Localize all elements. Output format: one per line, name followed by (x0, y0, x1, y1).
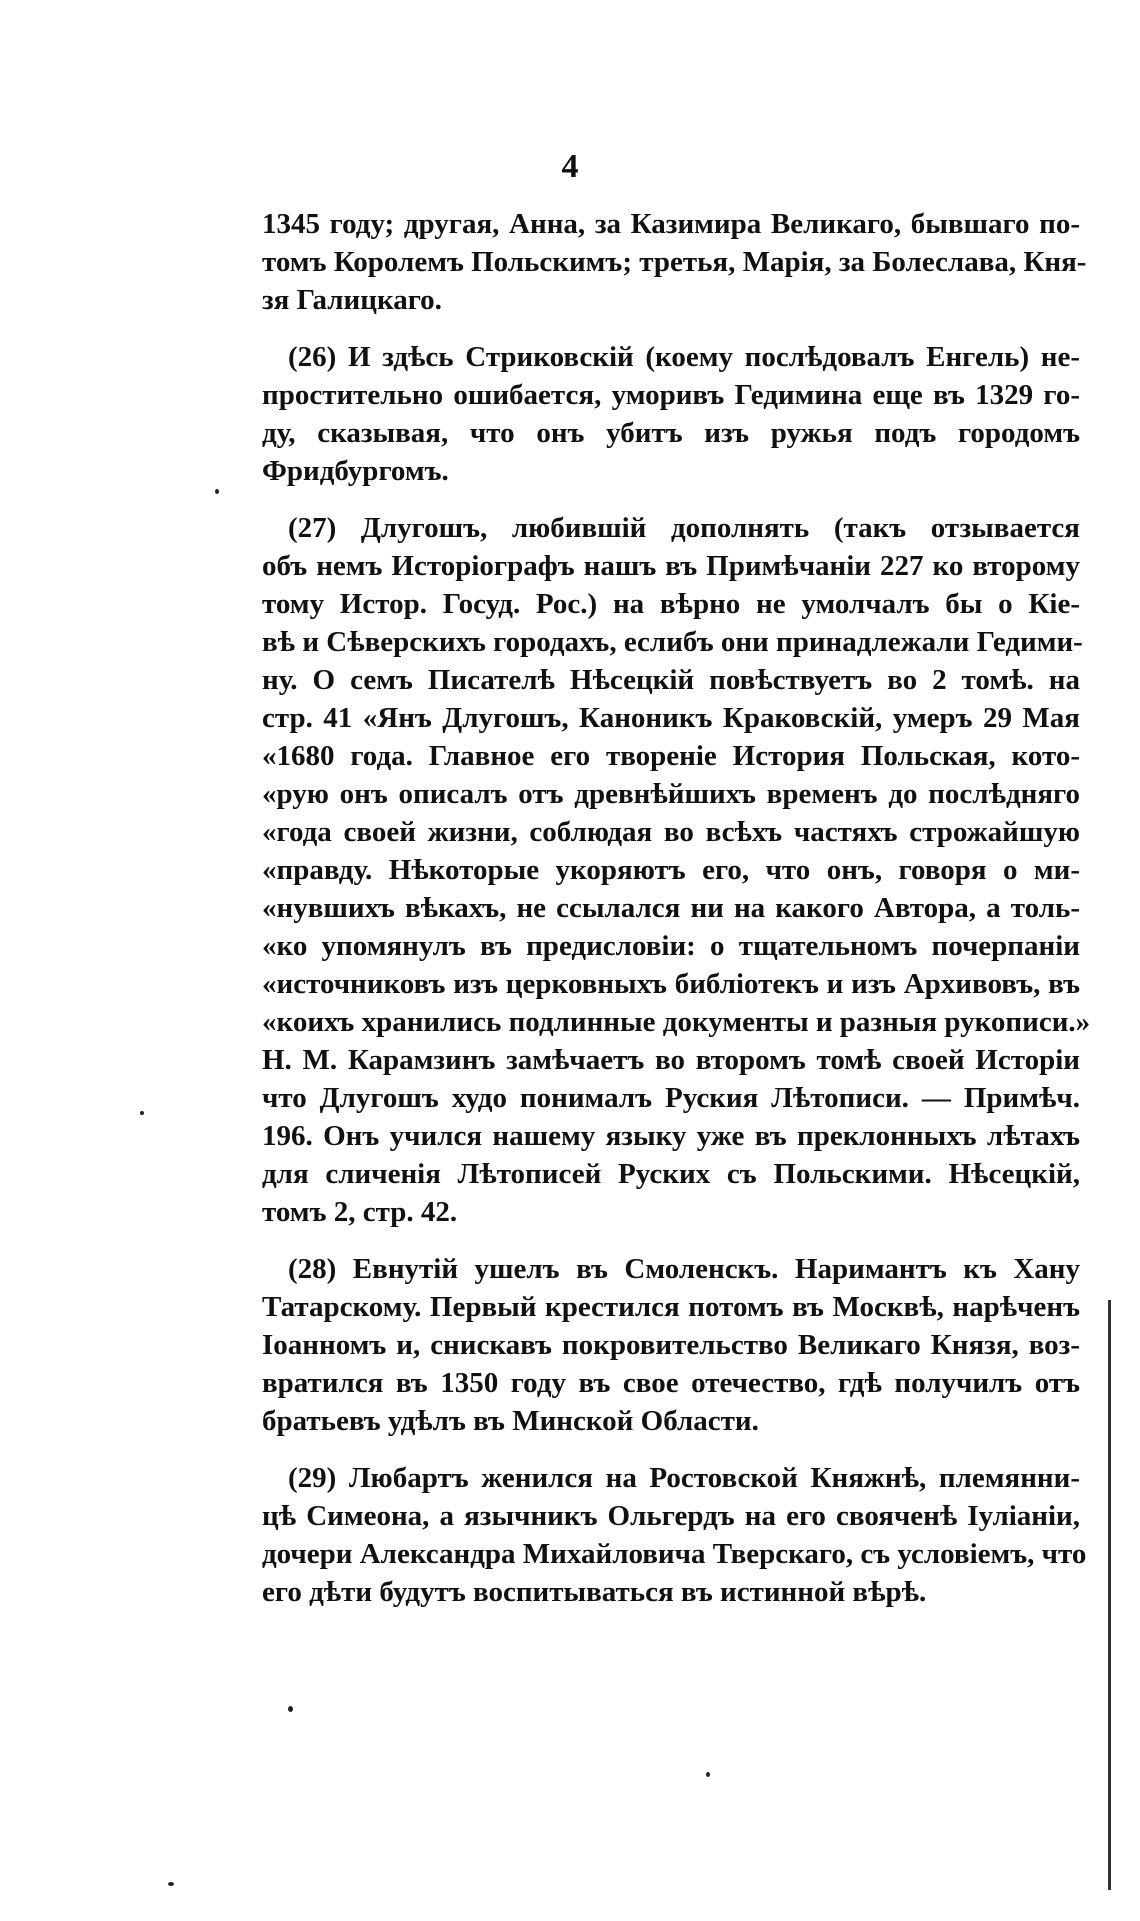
paragraph-continuation (262, 205, 1087, 319)
text-line: «источниковъ изъ церковныхъ библіотекъ и изъ Архивовъ, въ (262, 968, 1080, 1000)
text-line: простительно ошибается, уморивъ Гедимина еще въ 1329 го- (262, 379, 1080, 411)
scan-speck (168, 1882, 174, 1886)
text-line: «года своей жизни, соблюдая во всѣхъ частяхъ строжайшую (262, 816, 1080, 848)
text-line: «1680 года. Главное его твореніе История Польская, кото- (262, 740, 1080, 772)
text-line: «коихъ хранились подлинные документы и разныя рукописи.» (262, 1006, 1091, 1038)
text-line: Фридбургомъ. (262, 455, 449, 487)
scan-speck (288, 1706, 293, 1712)
text-line: 1345 году; другая, Анна, за Казимира Великаго, бывшаго по- (262, 208, 1080, 240)
text-line: «нувшихъ вѣкахъ, не ссылался ни на какого Автора, а толь- (262, 892, 1080, 924)
text-line: «ко упомянулъ въ предисловіи: о тщательномъ почерпаніи (262, 930, 1080, 962)
text-line: Іоанномъ и, снискавъ покровительство Великаго Князя, воз- (262, 1329, 1080, 1361)
text-line: томъ Королемъ Польскимъ; третья, Марія, за Болеслава, Кня- (262, 246, 1087, 278)
text-line: томъ 2, стр. 42. (262, 1196, 458, 1228)
text-line: вѣ и Сѣверскихъ городахъ, еслибъ они принадлежали Гедими- (262, 626, 1083, 658)
text-line: его дѣти будутъ воспитываться въ истинной вѣрѣ. (262, 1576, 927, 1608)
text-line: вратился въ 1350 году въ свое отечество, гдѣ получилъ отъ (262, 1367, 1080, 1399)
footnote-28 (262, 1250, 1080, 1440)
text-line: объ немъ Исторіографъ нашъ въ Примѣчаніи 227 ко второму (262, 550, 1080, 582)
text-line: стр. 41 «Янъ Длугошъ, Каноникъ Краковскій, умеръ 29 Мая (262, 702, 1080, 734)
text-line: (28) Евнутій ушелъ въ Смоленскъ. Наримантъ къ Хану (288, 1253, 1080, 1285)
text-line: дочери Александра Михайловича Тверскаго, съ условіемъ, что (262, 1538, 1087, 1570)
text-line: «правду. Нѣкоторые укоряютъ его, что онъ, говоря о ми- (262, 854, 1080, 886)
margin-rule (1108, 1300, 1111, 1890)
text-line: тому Истор. Госуд. Рос.) на вѣрно не умолчалъ бы о Кіе- (262, 588, 1080, 620)
text-line: «рую онъ описалъ отъ древнѣйшихъ временъ до послѣдняго (262, 778, 1080, 810)
text-line: Татарскому. Первый крестился потомъ въ Москвѣ, нарѣченъ (262, 1291, 1080, 1323)
text-line: Н. М. Карамзинъ замѣчаетъ во второмъ томѣ своей Исторіи (262, 1044, 1080, 1076)
scan-speck (140, 1111, 144, 1115)
scan-speck (215, 489, 219, 494)
footnote-29 (262, 1459, 1087, 1611)
scan-speck (706, 1772, 710, 1777)
page-number: 4 (561, 148, 579, 185)
text-line: что Длугошъ худо понималъ Руския Лѣтописи. — Примѣч. (262, 1082, 1080, 1114)
footnote-26 (262, 338, 1080, 490)
text-line: ну. О семъ Писателѣ Нѣсецкій повѣствуетъ во 2 томѣ. на (262, 664, 1080, 696)
text-line: зя Галицкаго. (262, 284, 442, 316)
footnote-27 (262, 509, 1091, 1231)
text-line: цѣ Симеона, а язычникъ Ольгердъ на его свояченѣ Іуліаніи, (262, 1500, 1080, 1532)
text-line: 196. Онъ учился нашему языку уже въ преклонныхъ лѣтахъ (262, 1120, 1080, 1152)
footnotes-body (262, 205, 1091, 1630)
text-line: братьевъ удѣлъ въ Минской Области. (262, 1405, 759, 1437)
text-line: (27) Длугошъ, любившій дополнять (такъ отзывается (288, 512, 1080, 544)
text-line: (26) И здѣсь Стриковскій (коему послѣдовалъ Енгель) не- (288, 341, 1080, 373)
text-line: (29) Любартъ женился на Ростовской Княжнѣ, племянни- (288, 1462, 1080, 1494)
text-line: для сличенія Лѣтописей Руских съ Польскими. Нѣсецкій, (262, 1158, 1080, 1190)
text-line: ду, сказывая, что онъ убитъ изъ ружья подъ городомъ (262, 417, 1080, 449)
